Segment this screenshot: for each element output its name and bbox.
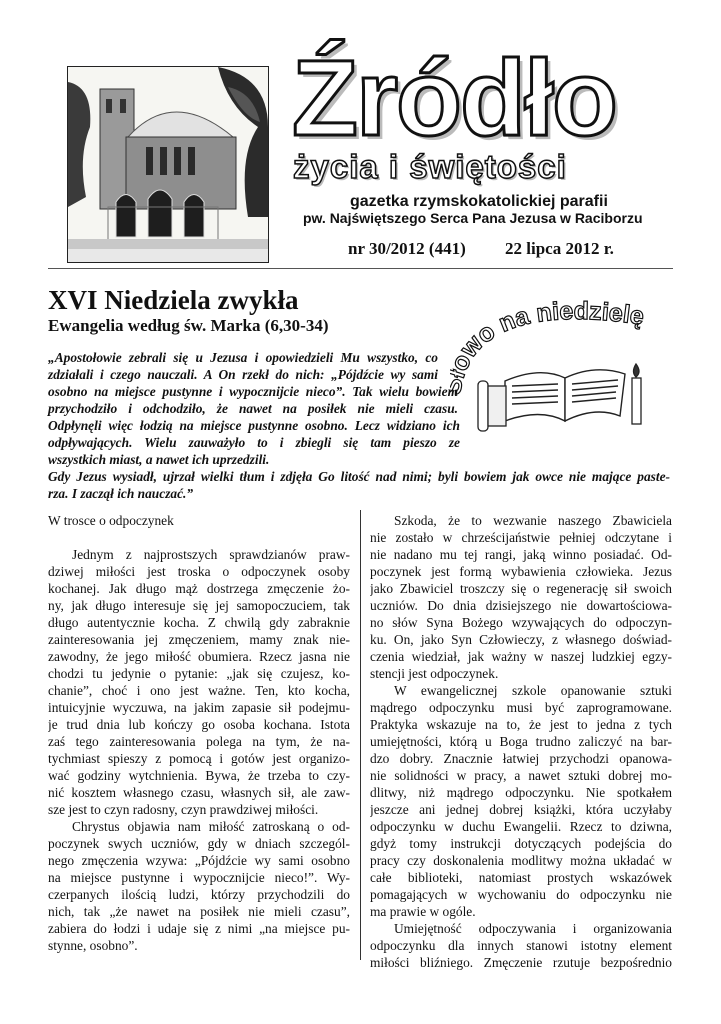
text-line: na miejsce pustynne i wypocznijcie nieco!”. Wy-: [48, 870, 350, 885]
text-line: chodzi tu jedynie o pytanie: „jak się czujesz, ko-: [48, 666, 350, 681]
text-line: zainteresowania jej zmęczeniem, mamy znak nie-: [48, 632, 350, 647]
text-line: Praktyka wskazuje na to, że jest to jedna z tych: [370, 717, 672, 732]
text-line: jeszcze ani jednej dobrej książki, która uczyłaby: [370, 802, 672, 817]
text-line: dlitwy, niż mądrego odpoczynku. Nie spotkałem: [370, 785, 672, 800]
text-line: chanie”, choć i ono jest ważne. Ten, kto kocha,: [48, 683, 350, 698]
text-line: intuicyjnie wyczuwa, na jakim zapasie sił podejmu-: [48, 700, 350, 715]
text-line: tychmiast spieszy z pomocą i gotów jest organizo-: [48, 751, 350, 766]
quote-line: Odpłynęli więc łodzią na miejsce pustynne osobno. Lecz widziano ich: [48, 418, 460, 433]
text-line: Umiejętność odpoczywania i organizowania: [394, 921, 672, 936]
text-line: uczniów. Do dnia dzisiejszego nie dowartościowa-: [370, 598, 672, 613]
text-line: poczynek jest formą wybawienia człowieka. Jezus: [370, 564, 672, 579]
text-line: zabiera do łodzi i udaje się z nimi „na miejsce pu-: [48, 921, 350, 936]
text-line: mądrego odpoczynku musi być zaprogramowane.: [370, 700, 672, 715]
text-line: stencji jest odpoczynek.: [370, 666, 499, 681]
text-line: dziwej miłości jest troska o odpoczynek osoby: [48, 564, 350, 579]
text-line: całe biblioteki, natomiast prostych wskazówek: [370, 870, 672, 885]
issue-date: 22 lipca 2012 r.: [505, 239, 614, 258]
article-title: XVI Niedziela zwykła: [48, 285, 299, 315]
quote-line: zdziałali i czego nauczali. A On rzekł do nich: „Pójdźcie wy sami: [48, 367, 438, 382]
text-line: odpoczynku w duchu Ewangelii. Rzecz to dziwna,: [370, 819, 672, 834]
text-line: pomagających w wychowaniu do odpoczynku nie: [370, 887, 672, 902]
article-subtitle: Ewangelia według św. Marka (6,30-34): [48, 316, 329, 335]
text-line: ku. On, jako Syn Człowieczy, z własnego doświad-: [370, 632, 672, 647]
quote-line: osobno na miejsce pustynne i wypocznijcie nieco”. Tak wielu bowiem: [48, 384, 458, 399]
text-line: jako Zbawiciel troszczy się o regenerację sił swoich: [370, 581, 672, 596]
text-line: W ewangelicznej szkole opanowanie sztuki: [394, 683, 672, 698]
text-line: pracy czy doskonalenia modlitwy można układać w: [370, 853, 672, 868]
text-line: umiejętności, którą u Boga trudno zaliczyć na bar-: [370, 734, 672, 749]
text-line: zaś tego zainteresowania polega na tym, że na-: [48, 734, 350, 749]
text-line: Chrystus objawia nam miłość zatroskaną o od-: [72, 819, 350, 834]
quote-line: Gdy Jezus wysiadł, ujrzał wielki tłum i zdjęła Go litość nad nimi; byli bowiem jak owce nie mające paste-: [48, 469, 670, 484]
text-line: zawodny, że jego miłość obumiera. Rzecz jasna nie: [48, 649, 350, 664]
blank-line: [48, 529, 350, 546]
right-column: [370, 512, 672, 971]
masthead-church-line: pw. Najświętszego Serca Pana Jezusa w Raciborzu: [303, 210, 643, 226]
text-line: poczynek swych uczniów, gdy w dniach szczegól-: [48, 836, 350, 851]
text-line: miłości bliźniego. Zmęczenie rzutuje bezpośrednio: [370, 955, 672, 970]
text-line: wać godziny wytchnienia. Bywa, że trzeba to czy-: [48, 768, 350, 783]
header-divider: [48, 268, 673, 269]
text-line: nie zostało w chrześcijaństwie pełniej odczytane i: [370, 530, 672, 545]
church-photo: [67, 66, 269, 263]
text-line: nie solidności w pracy, a nawet sztuki dobrej mo-: [370, 768, 672, 783]
text-line: Jednym z najprostszych sprawdzianów praw-: [72, 547, 350, 562]
text-line: odpoczynku dla innych stanowi istotny element: [370, 938, 672, 953]
quote-line: przychodziło i odchodziło, że nawet na posiłek nie mieli czasu.: [48, 401, 458, 416]
quote-line: odpływających. Wielu zauważyło to i zbiegli się tam pieszo ze: [48, 435, 460, 450]
text-line: czenia wiedział, jak ważny w naszej ludzkiej egzy-: [370, 649, 672, 664]
text-line: Szkoda, że to wezwanie naszego Zbawiciela: [394, 513, 672, 528]
text-line: nie nadano mu tej rangi, jaką winno posiadać. Od-: [370, 547, 672, 562]
quote-line: „Apostołowie zebrali się u Jezusa i opowiedzieli Mu wszystko, co: [48, 350, 438, 365]
text-line: no słów Syna Bożego wzywających do odpoczyn-: [370, 615, 672, 630]
stamp-text: wo na niedzielę: [454, 296, 646, 363]
quote-line: rza. I zaczął ich nauczać.”: [48, 486, 194, 501]
issue-number: nr 30/2012 (441): [348, 239, 466, 258]
text-line: kochanej. Jak długo mąż dostrzega zmęczenie żo-: [48, 581, 350, 596]
text-line: długo autentycznie kocha. Z chwilą gdy zabraknie: [48, 615, 350, 630]
open-book-illustration: [450, 286, 665, 436]
masthead-subtitle: życia i świętości: [293, 148, 567, 185]
text-line: nego zmęczenia wzywa: „Pójdźcie wy sami osobno: [48, 853, 350, 868]
text-line: ma prawie w ogóle.: [370, 904, 476, 919]
text-line: gdyż tomy instrukcji dotyczących podejścia do: [370, 836, 672, 851]
text-line: ny, jak długo interesuje się jej samopoczuciem, tak: [48, 598, 350, 613]
text-line: nich, tak „że nawet na posiłek nie mieli czasu”,: [48, 904, 350, 919]
text-line: stynne, osobno”.: [48, 938, 138, 953]
column-divider: [360, 510, 361, 960]
left-column: [48, 512, 350, 954]
text-line: nić kosztem własnego czasu, własnych sił, ale zaw-: [48, 785, 350, 800]
text-line: je trud dnia lub kończy go osoba kochana. Istota: [48, 717, 350, 732]
section-heading: W trosce o odpoczynek: [48, 513, 174, 528]
text-line: dzo dobry. Znacznie łatwiej przychodzi opanowa-: [370, 751, 672, 766]
text-line: sze jest to czyn radosny, czyn prawdziwej miłości.: [48, 802, 319, 817]
masthead-parish-line: gazetka rzymskokatolickiej parafii: [350, 193, 608, 210]
quote-line: wszystkich miast, a nawet ich uprzedzili.: [48, 452, 270, 467]
masthead-title: Źródło: [292, 37, 616, 158]
text-line: czerpanych ilością ludzi, którzy przychodzili do: [48, 887, 350, 902]
